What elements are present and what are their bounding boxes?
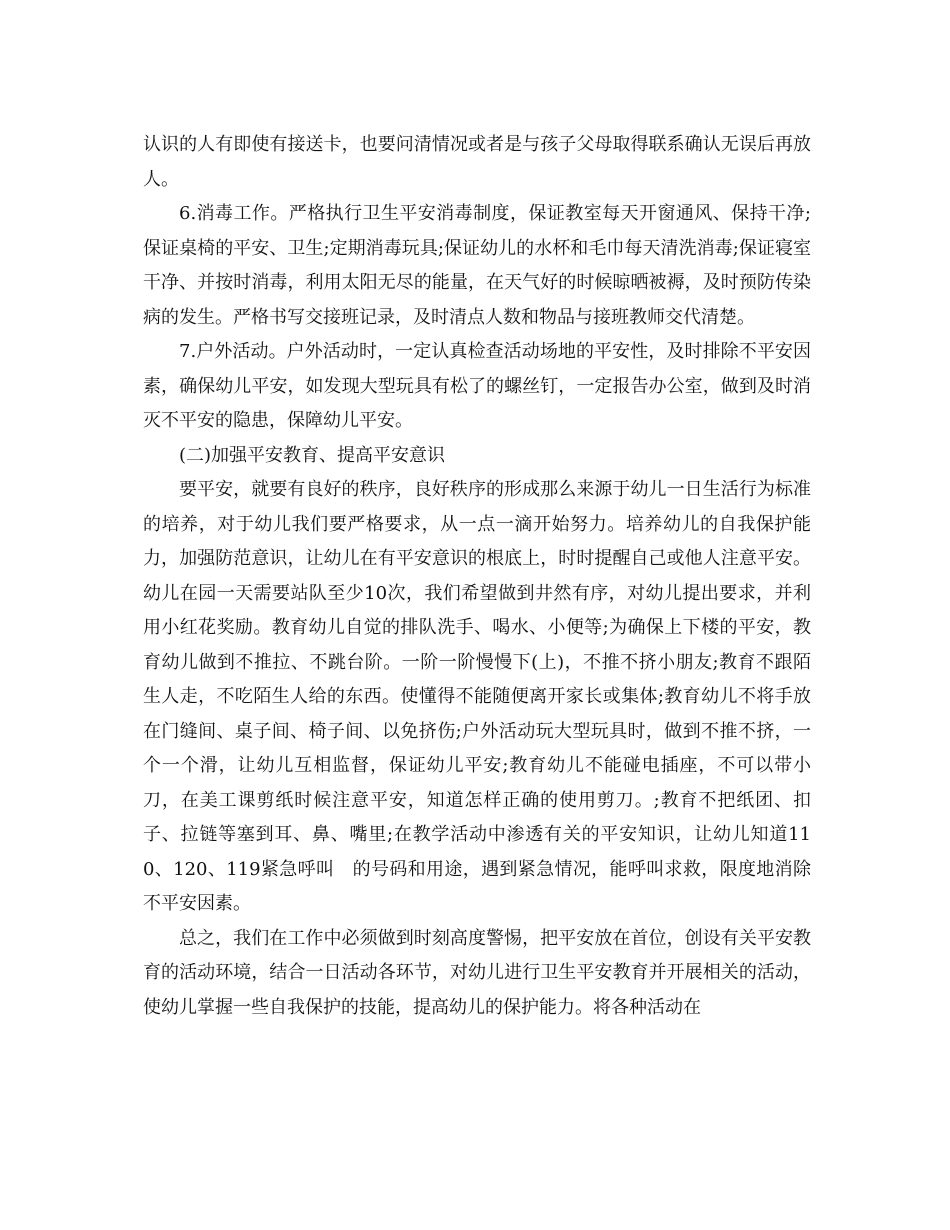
paragraph-conclusion: 总之，我们在工作中必须做到时刻高度警惕，把平安放在首位，创设有关平安教育的活动环境，结合一日活动各环节，对幼儿进行卫生平安教育并开展相关的活动，使幼儿掌握一些自我保护的技能，提高幼儿的保护能力。将各种活动在 — [143, 927, 811, 1018]
paragraph-disinfection: 6.消毒工作。严格执行卫生平安消毒制度，保证教室每天开窗通风、保持干净;保证桌椅的平安、卫生;定期消毒玩具;保证幼儿的水杯和毛巾每天清洗消毒;保证寝室干净、并按时消毒，利用太阳无尽的能量，在天气好的时候晾晒被褥，及时预防传染病的发生。严格书写交接班记录，及时清点人数和物品与接班教师交代清楚。 — [143, 203, 811, 328]
document-body — [143, 128, 811, 1025]
paragraph-outdoor-activity: 7.户外活动。户外活动时，一定认真检查活动场地的平安性，及时排除不平安因素，确保幼儿平安，如发现大型玩具有松了的螺丝钉，一定报告办公室，做到及时消灭不平安的隐患，保障幼儿平安。 — [143, 341, 811, 431]
section-heading-safety-education: (二)加强平安教育、提高平安意识 — [179, 444, 446, 466]
paragraph-continuation: 认识的人有即使有接送卡，也要问清情况或者是与孩子父母取得联系确认无误后再放人。 — [143, 134, 811, 190]
paragraph-order-and-safety: 要平安，就要有良好的秩序，良好秩序的形成那么来源于幼儿一日生活行为标准的培养，对于幼儿我们要严格要求，从一点一滴开始努力。培养幼儿的自我保护能力，加强防范意识，让幼儿在有平安意识的根底上，时时提醒自己或他人注意平安。幼儿在园一天需要站队至少10次，我们希望做到井然有序，对幼儿提出要求，并利用小红花奖励。教育幼儿自觉的排队洗手、喝水、小便等;为确保上下楼的平安，教育幼儿做到不推拉、不跳台阶。一阶一阶慢慢下(上)，不推不挤小朋友;教育不跟陌生人走，不吃陌生人给的东西。使懂得不能随便离开家长或集体;教育幼儿不将手放在门缝间、桌子间、椅子间、以免挤伤;户外活动玩大型玩具时，做到不推不挤，一个一个滑，让幼儿互相监督，保证幼儿平安;教育幼儿不能碰电插座，不可以带小刀，在美工课剪纸时候注意平安，知道怎样正确的使用剪刀。;教育不把纸团、扣子、拉链等塞到耳、鼻、嘴里;在教学活动中渗透有关的平安知识，让幼儿知道110、120、119紧急呼叫 的号码和用途，遇到紧急情况，能呼叫求救，限度地消除不平安因素。 — [143, 479, 811, 914]
